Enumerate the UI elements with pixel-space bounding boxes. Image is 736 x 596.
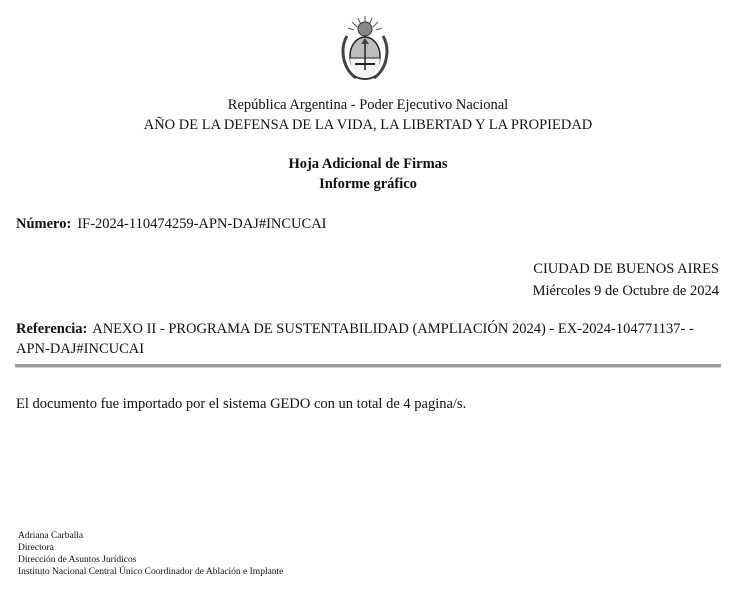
signer-office: Dirección de Asuntos Jurídicos: [18, 555, 137, 565]
signature-block: [18, 530, 283, 578]
divider: [15, 364, 721, 368]
signer-name: Adriana Carballa: [18, 531, 84, 541]
place-date-block: [533, 258, 719, 302]
document-title: Hoja Adicional de Firmas: [288, 156, 448, 172]
signer-role: Directora: [18, 543, 54, 553]
header-government: República Argentina - Poder Ejecutivo Nacional: [227, 97, 509, 113]
header-year-motto: AÑO DE LA DEFENSA DE LA VIDA, LA LIBERTAD Y LA PROPIEDAD: [143, 117, 593, 133]
city: CIUDAD DE BUENOS AIRES: [533, 261, 719, 277]
reference: [16, 319, 724, 359]
document-number-value: IF-2024-110474259-APN-DAJ#INCUCAI: [77, 216, 327, 232]
argentina-coat-of-arms-icon: [338, 14, 392, 84]
document-number: [16, 216, 327, 233]
document-number-label: Número:: [16, 216, 72, 232]
document-subtitle: Informe gráfico: [319, 176, 417, 192]
signer-institution: Instituto Nacional Central Único Coordinador de Ablación e Implante: [18, 567, 284, 577]
body-text: El documento fue importado por el sistema GEDO con un total de 4 pagina/s.: [16, 396, 467, 412]
date: Miércoles 9 de Octubre de 2024: [532, 283, 719, 299]
reference-value: ANEXO II - PROGRAMA DE SUSTENTABILIDAD (AMPLIACIÓN 2024) - EX-2024-104771137- -APN-DAJ#INCUCAI: [16, 321, 694, 357]
reference-label: Referencia:: [16, 321, 88, 337]
